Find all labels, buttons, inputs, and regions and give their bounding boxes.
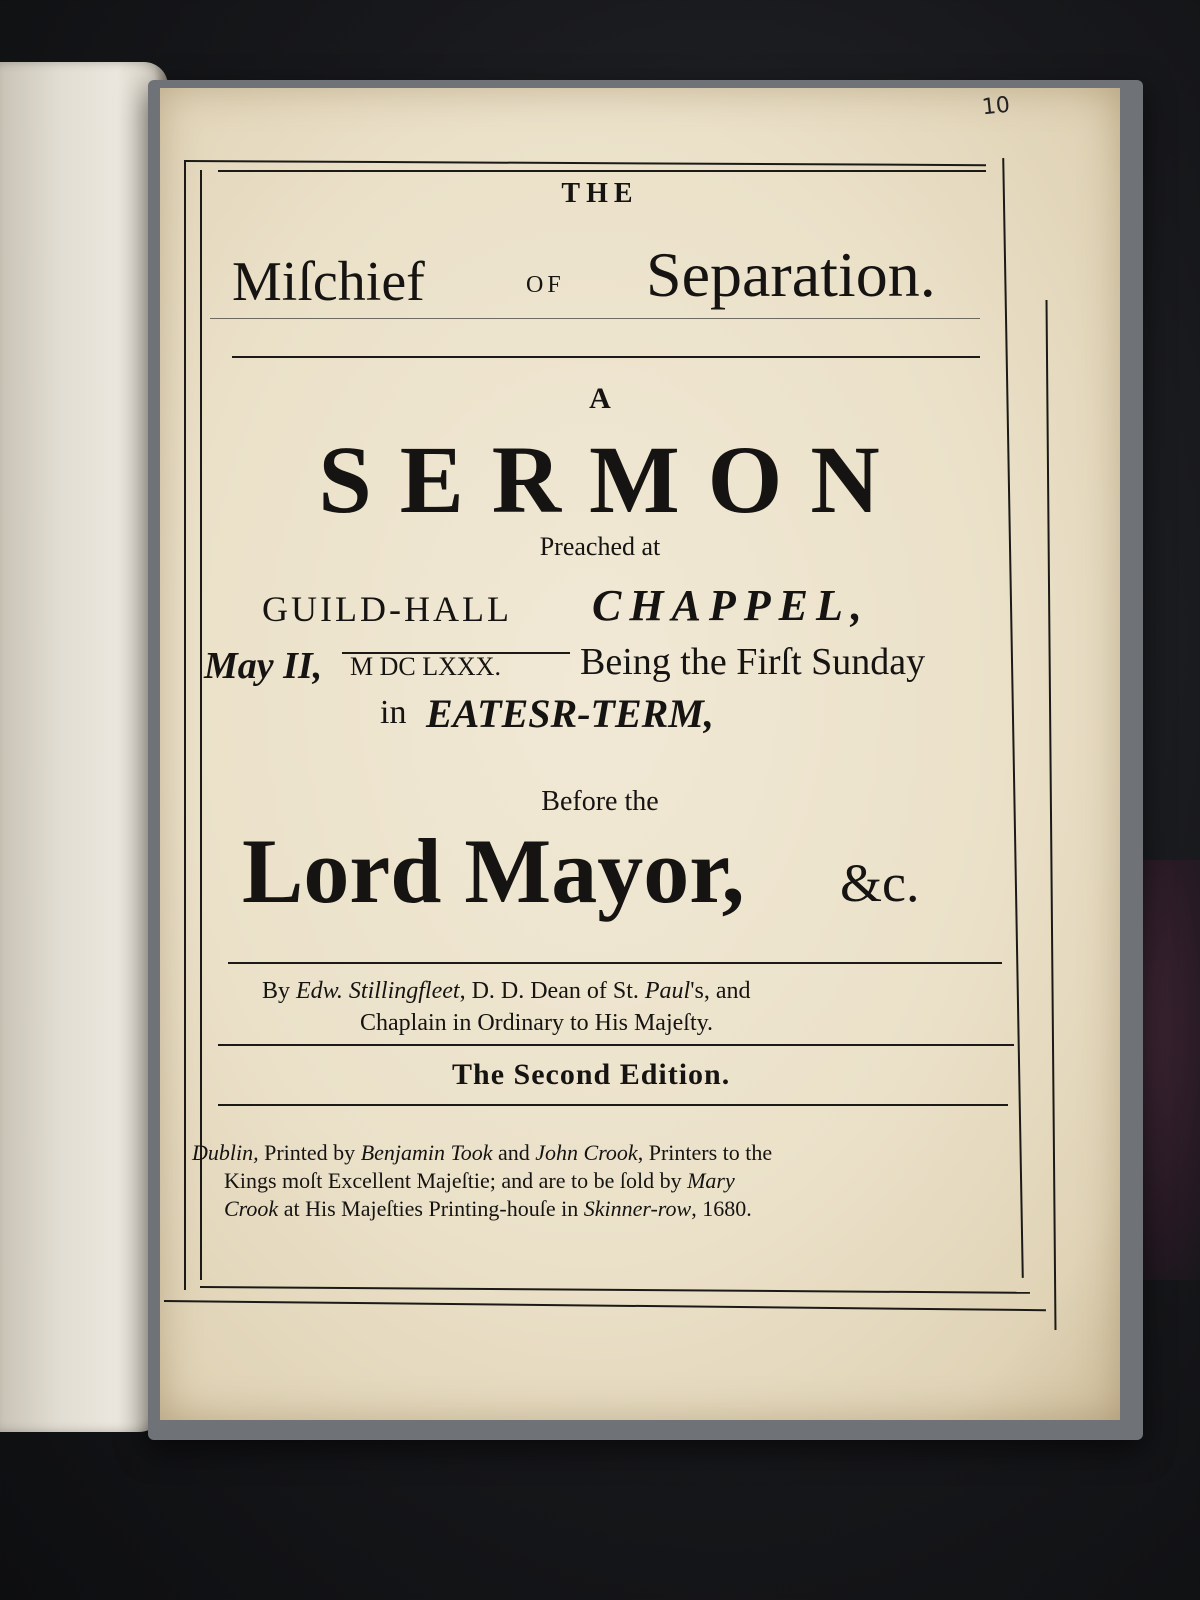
date-year: M DC LXXX. xyxy=(350,652,501,681)
imprint-skinner-row: Skinner-row xyxy=(583,1196,692,1221)
left-page xyxy=(0,62,168,1432)
imprint-dublin: Dublin, xyxy=(192,1140,259,1165)
imprint-year: , 1680. xyxy=(691,1196,752,1221)
author-line-2: Chaplain in Ordinary to His Majeſty. xyxy=(360,1010,714,1036)
rule-above-edition xyxy=(218,1044,1014,1046)
imprint-printer2: John Crook xyxy=(535,1140,638,1165)
imprint-and: and xyxy=(492,1140,536,1165)
page-number: 10 xyxy=(980,92,1012,121)
imprint-line-1 xyxy=(192,1140,772,1166)
imprint-mary: Mary xyxy=(687,1168,735,1193)
etc: &c. xyxy=(840,853,920,913)
preached-at: Preached at xyxy=(539,532,661,561)
imprint-line3-mid: at His Majeſties Printing-houſe in xyxy=(278,1196,584,1221)
imprint-line2-text: Kings moſt Excellent Majeſtie; and are to be ſold by xyxy=(224,1168,682,1193)
title-a: A xyxy=(589,382,611,415)
author-title-2: 's, and xyxy=(690,978,751,1004)
rule-above-author xyxy=(228,962,1002,964)
edition: The Second Edition. xyxy=(452,1058,731,1091)
author-line-1 xyxy=(262,978,751,1005)
imprint-printed-by: Printed by xyxy=(258,1140,361,1165)
chappel: CHAPPEL, xyxy=(592,581,870,630)
rule-under-title-2 xyxy=(232,356,980,358)
author-name: Edw. Stillingfleet xyxy=(296,978,460,1004)
title-mischief: Miſchief xyxy=(232,251,425,313)
lord-mayor: Lord Mayor, xyxy=(242,820,745,922)
in: in xyxy=(380,694,407,731)
border-left xyxy=(184,160,186,1290)
title-the: THE xyxy=(561,178,639,209)
term: EATESR-TERM, xyxy=(426,691,714,736)
author-by: By xyxy=(262,978,291,1004)
imprint-printers-to-the: , Printers to the xyxy=(637,1140,773,1165)
title-sermon: S E R M O N xyxy=(318,426,882,533)
guildhall: GUILD-HALL xyxy=(262,589,512,629)
imprint-line-3 xyxy=(224,1196,752,1222)
imprint-crook: Crook xyxy=(224,1196,279,1221)
imprint-line-2 xyxy=(224,1168,735,1194)
rule-below-edition xyxy=(218,1104,1008,1106)
being-first-sunday: Being the Firſt Sunday xyxy=(580,641,926,683)
border-left-inner xyxy=(200,170,202,1280)
border-top-inner xyxy=(218,170,986,172)
author-title-1: , D. D. Dean of St. xyxy=(459,978,639,1004)
rule-under-title-1 xyxy=(210,318,980,319)
imprint-printer1: Benjamin Took xyxy=(360,1140,493,1165)
date-day: May II, xyxy=(204,645,323,687)
title-separation: Separation. xyxy=(646,239,936,310)
before-the: Before the xyxy=(541,786,659,817)
title-of: OF xyxy=(526,272,565,298)
author-pauls: Paul xyxy=(644,978,691,1004)
